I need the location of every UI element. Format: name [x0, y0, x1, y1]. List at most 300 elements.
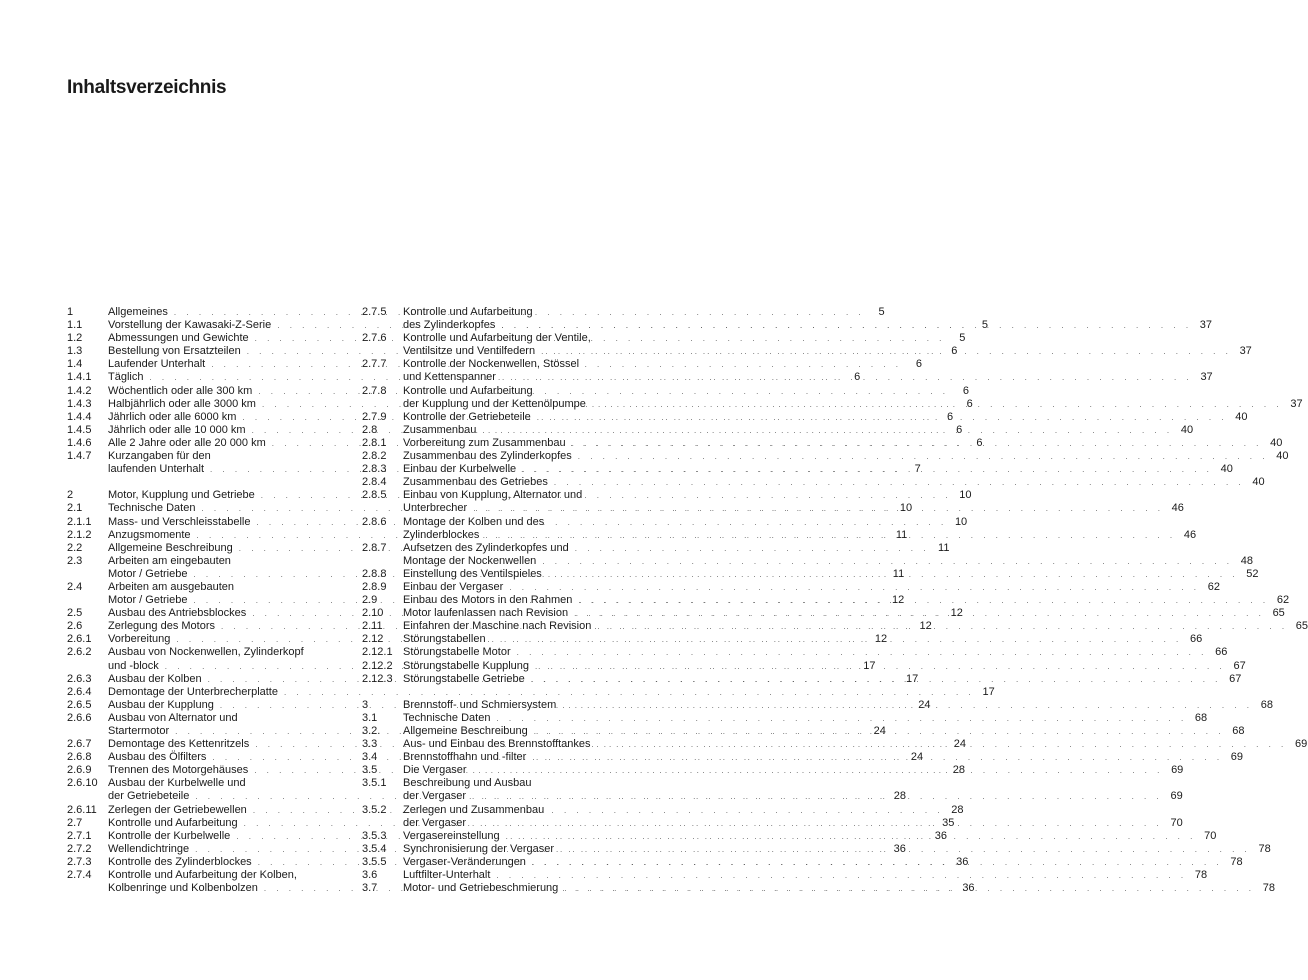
section-title-line	[403, 738, 1307, 751]
section-title-line	[403, 646, 1227, 659]
title-text: Motor / Getriebe	[108, 594, 188, 607]
section-title-line	[403, 463, 1233, 476]
title-text: Jährlich oder alle 6000 km	[108, 410, 237, 423]
dot-leader	[496, 869, 1187, 882]
title-text: Ausbau von Nockenwellen, Zylinderkopf	[108, 646, 304, 659]
toc-entry[interactable]	[362, 869, 1208, 882]
page-number: 6	[966, 397, 973, 410]
section-number: 2.8	[362, 423, 378, 436]
title-text: Zerlegen der Getriebewellen	[108, 803, 247, 816]
section-number: 2.12.2	[362, 659, 393, 672]
title-text: und Kettenspanner	[403, 371, 496, 384]
section-number: 2.8.1	[362, 436, 387, 449]
section-number: 2.3	[67, 554, 83, 567]
section-title-line	[403, 437, 1282, 450]
page-number: 78	[1262, 882, 1276, 895]
section-title-line	[403, 830, 1216, 843]
section-number: 1.4.1	[67, 371, 92, 384]
page-number: 69	[1171, 764, 1184, 777]
title-text: Ausbau des Ölfilters	[108, 751, 207, 764]
page-number: 70	[1170, 816, 1183, 829]
toc-entry[interactable]	[362, 450, 1289, 463]
title-text: Vergasereinstellung	[403, 829, 500, 842]
section-number: 2.7.4	[67, 869, 92, 882]
section-number: 2.8.8	[362, 567, 387, 580]
section-number: 2.4	[67, 580, 83, 593]
title-text: Laufender Unterhalt	[108, 358, 206, 371]
title-text: laufenden Unterhalt	[108, 463, 205, 476]
dot-leader	[496, 712, 1187, 725]
section-title	[403, 542, 1253, 568]
section-number: 2.2	[67, 541, 83, 554]
section-number: 2.6.5	[67, 698, 92, 711]
title-text: Wöchentlich oder alle 300 km	[108, 384, 253, 397]
dot-leader	[537, 411, 1228, 424]
page-number: 46	[1171, 502, 1184, 515]
title-text: Kontrolle und Aufarbeitung der Kolben,	[108, 869, 297, 882]
section-number: 2.6.7	[67, 738, 92, 751]
page-number: 10	[959, 489, 972, 502]
page-number: 40	[1270, 436, 1283, 449]
toc-entry[interactable]	[362, 423, 1194, 437]
section-number: 2.8.6	[362, 515, 387, 528]
page-number: 6	[947, 410, 954, 423]
section-title-line	[403, 502, 1184, 515]
section-title-line	[403, 581, 1220, 594]
section-title	[403, 489, 1184, 515]
title-text: Motor, Kupplung und Getriebe	[108, 489, 255, 502]
toc-entry[interactable]	[362, 332, 1252, 358]
page-number: 28	[893, 790, 907, 803]
section-title	[403, 411, 1248, 424]
section-title-line	[403, 516, 1196, 529]
section-title	[403, 712, 1207, 725]
section-title	[403, 594, 1289, 607]
section-number: 2.9	[362, 594, 378, 607]
title-text: Kolbenringe und Kolbenbolzen	[108, 882, 258, 895]
page-number: 69	[1170, 790, 1183, 803]
section-title-line	[403, 306, 1212, 319]
section-number: 2.8.5	[362, 489, 387, 502]
page-number: 17	[906, 672, 919, 685]
page-number: 12	[891, 594, 905, 607]
title-text: Vorbereitung	[108, 633, 171, 646]
title-text: Einbau der Vergaser	[403, 580, 504, 593]
section-number: 2.1.2	[67, 528, 92, 541]
section-number: 2.6	[67, 620, 83, 633]
dot-leader	[560, 843, 1251, 856]
title-text: Einfahren der Maschine nach Revision	[403, 620, 592, 633]
page-number: 6	[951, 345, 958, 358]
section-title-line	[403, 542, 1253, 555]
section-number: 3.5.1	[362, 777, 387, 790]
dot-leader	[501, 319, 1192, 332]
title-text: Anzugsmomente	[108, 528, 191, 541]
title-text: Täglich	[108, 371, 144, 384]
section-title-line	[403, 804, 1183, 817]
title-text: Zerlegung des Motors	[108, 620, 215, 633]
page-number: 6	[962, 384, 970, 397]
title-text: Zusammenbau des Zylinderkopfes	[403, 450, 572, 463]
section-number: 2.6.10	[67, 777, 98, 790]
section-title-line	[403, 568, 1259, 581]
title-text: Einbau der Kurbelwelle	[403, 463, 517, 476]
section-number: 2.6.4	[67, 685, 92, 698]
title-text: Technische Daten	[108, 502, 196, 515]
page-number: 7	[914, 463, 921, 476]
dot-leader	[485, 529, 1176, 542]
section-number: 2.1.1	[67, 515, 92, 528]
title-text: Ausbau der Kurbelwelle und	[108, 777, 246, 790]
section-title	[403, 646, 1227, 659]
page-number: 78	[1258, 842, 1271, 855]
page-number: 17	[863, 659, 876, 672]
section-number: 2.6.9	[67, 764, 92, 777]
page-number: 69	[1295, 738, 1308, 751]
dot-leader	[532, 751, 1223, 764]
section-number: 3.1	[362, 711, 378, 724]
title-text: Alle 2 Jahre oder alle 20 000 km	[108, 436, 266, 449]
section-number: 1.1	[67, 319, 83, 332]
section-title	[403, 751, 1243, 764]
section-number: 3.7	[362, 882, 378, 895]
page-number: 65	[1272, 607, 1285, 620]
dot-leader	[597, 738, 1288, 751]
title-text: Jährlich oder alle 10 000 km	[108, 423, 246, 436]
dot-leader	[472, 790, 1163, 803]
title-text: Ausbau des Antriebsblockes	[108, 607, 247, 620]
section-title	[403, 306, 1212, 332]
page-number: 69	[1230, 751, 1244, 764]
title-text: des Zylinderkopfes	[403, 319, 496, 332]
title-text: Aus- und Einbau des Brennstofftankes	[403, 738, 591, 751]
section-number: 2.12.3	[362, 672, 393, 685]
section-number: 2.6.6	[67, 711, 92, 724]
title-text: Beschreibung und Ausbau	[403, 777, 532, 790]
dot-leader	[506, 830, 1197, 843]
page-number: 66	[1215, 646, 1228, 659]
title-text: Einstellung des Ventilspieles	[403, 567, 542, 580]
title-text: Kurzangaben für den	[108, 450, 211, 463]
page-number: 68	[1232, 725, 1245, 737]
title-text: Kontrolle der Kurbelwelle	[108, 829, 231, 842]
section-title	[403, 332, 1252, 358]
page-number: 70	[1204, 829, 1217, 842]
title-text: Brennstoffhahn und -filter	[403, 751, 527, 764]
title-text: Zusammenbau	[403, 423, 477, 436]
page-number: 5	[878, 306, 885, 318]
page-number: 68	[1194, 711, 1208, 724]
section-title	[403, 699, 1273, 712]
title-text: Kontrolle des Zylinderblockes	[108, 855, 252, 868]
title-text: Ausbau der Kupplung	[108, 698, 214, 711]
page-number: 67	[1229, 672, 1242, 685]
section-title-line	[403, 594, 1289, 607]
dot-leader	[564, 882, 1255, 895]
toc-entry[interactable]	[362, 476, 1265, 489]
title-text: Allgemeine Beschreibung	[403, 725, 528, 737]
title-text: Kontrolle und Aufarbeitung	[108, 816, 238, 829]
title-text: Ventilsitze und Ventilfedern	[403, 345, 536, 358]
section-number: 2.8.3	[362, 463, 387, 476]
page-number: 6	[956, 423, 963, 436]
section-title-line	[403, 869, 1207, 882]
section-number: 2.7.9	[362, 410, 387, 423]
section-number: 2.6.8	[67, 751, 92, 764]
page-number: 12	[919, 620, 932, 633]
page-number: 6	[854, 371, 861, 384]
page-number: 36	[956, 855, 969, 868]
section-number: 2.7.2	[67, 842, 92, 855]
dot-leader	[578, 594, 1269, 607]
title-text: Die Vergaser	[403, 764, 467, 777]
page-number: 11	[938, 541, 950, 554]
toc-entry[interactable]	[362, 580, 1221, 594]
section-number: 3.5.5	[362, 855, 387, 868]
dot-leader	[531, 673, 1222, 686]
section-number: 3.5	[362, 764, 378, 777]
title-text: Demontage der Unterbrecherplatte	[108, 685, 278, 698]
section-title	[403, 385, 1303, 411]
section-title-line	[403, 398, 1303, 411]
title-text: Aufsetzen des Zylinderkopfes und	[403, 541, 569, 554]
section-title-line	[403, 332, 1252, 345]
dot-leader	[535, 660, 1226, 673]
title-text: Kontrolle und Aufarbeitung	[403, 384, 533, 397]
page-number: 40	[1235, 410, 1248, 423]
section-number: 1.4.7	[67, 450, 92, 463]
section-title	[403, 738, 1307, 751]
title-text: Ausbau der Kolben	[108, 672, 202, 685]
title-text: Einbau von Kupplung, Alternator und	[403, 489, 583, 502]
section-number: 3.5.4	[362, 842, 387, 855]
toc-entry[interactable]	[362, 410, 1248, 424]
toc-entry[interactable]	[362, 646, 1228, 659]
title-text: Zerlegen und Zusammenbau	[403, 803, 545, 816]
title-text: Vergaser-Veränderungen	[403, 855, 526, 868]
section-title-line	[403, 751, 1243, 764]
title-text: Vorbereitung zum Zusammenbau	[403, 436, 566, 449]
title-text: Störungstabelle Motor	[403, 646, 511, 659]
section-number: 2.12	[362, 633, 384, 646]
section-title	[403, 450, 1288, 463]
section-number: 1.4	[67, 358, 83, 371]
title-text: Zusammenbau des Getriebes	[403, 476, 548, 489]
title-text: Abmessungen und Gewichte	[108, 332, 249, 345]
section-number: 1.4.4	[67, 410, 92, 423]
title-text: Kontrolle der Getriebeteile	[403, 410, 531, 423]
toc-entry[interactable]	[362, 463, 1233, 476]
section-title-line	[403, 411, 1248, 424]
page-title: Inhaltsverzeichnis	[67, 76, 227, 98]
toc-entry[interactable]	[362, 633, 1203, 646]
section-number: 1.3	[67, 345, 83, 358]
section-number: 1.4.2	[67, 384, 92, 397]
section-title	[403, 830, 1216, 843]
section-number: 2.6.3	[67, 672, 92, 685]
section-number: 1.4.3	[67, 397, 92, 410]
page-number: 78	[1194, 869, 1208, 882]
section-title-line	[403, 555, 1253, 568]
page-number: 68	[1260, 698, 1273, 711]
section-number: 2.10	[362, 607, 384, 620]
page-number: 52	[1246, 567, 1259, 580]
toc-entry[interactable]	[362, 358, 1213, 384]
section-title	[403, 476, 1265, 489]
section-number: 2.8.4	[362, 476, 387, 489]
section-title-line	[403, 843, 1271, 856]
section-title	[403, 620, 1308, 633]
section-number: 3.6	[362, 869, 378, 882]
section-number: 2.7.7	[362, 358, 387, 371]
section-number: 2.7.6	[362, 332, 387, 345]
dot-leader	[542, 555, 1233, 568]
section-title-line	[403, 424, 1193, 437]
title-text: Wellendichtringe	[108, 842, 190, 855]
page-number: 24	[910, 751, 924, 764]
section-title-line	[403, 712, 1207, 725]
title-text: der Getriebeteile	[108, 790, 190, 803]
section-number: 2.5	[67, 607, 83, 620]
section-number: 2.7.3	[67, 855, 92, 868]
page-number: 62	[1276, 594, 1290, 607]
title-text: Allgemeines	[108, 306, 168, 318]
page-number: 35	[942, 816, 955, 829]
page-number: 40	[1220, 463, 1233, 476]
title-text: der Vergaser	[403, 816, 466, 829]
section-number: 2.7.8	[362, 384, 387, 397]
section-number: 1.2	[67, 332, 83, 345]
toc-entry[interactable]	[362, 384, 1303, 411]
dot-leader	[482, 424, 1173, 437]
dot-leader	[578, 450, 1269, 463]
page-number: 40	[1276, 450, 1289, 463]
section-title	[403, 804, 1183, 830]
dot-leader	[562, 699, 1253, 712]
title-text: Montage der Kolben und des	[403, 515, 545, 528]
page-number: 28	[951, 803, 964, 816]
section-title-line	[403, 607, 1285, 620]
dot-leader	[472, 817, 1163, 830]
section-title	[403, 424, 1193, 437]
dot-leader	[554, 476, 1245, 489]
page-number: 78	[1230, 855, 1243, 868]
section-number: 1	[67, 306, 74, 318]
page-number: 46	[1183, 528, 1197, 541]
section-number: 3.5.2	[362, 803, 387, 816]
section-number: 3.2.	[362, 725, 381, 737]
section-title	[403, 777, 1183, 803]
dot-leader	[572, 437, 1263, 450]
title-text: Kontrolle der Nockenwellen, Stössel	[403, 358, 580, 371]
title-text: Motor / Getriebe	[108, 567, 188, 580]
page-number: 65	[1295, 620, 1308, 633]
section-title-line	[403, 817, 1183, 830]
section-title-line	[403, 476, 1265, 489]
section-title	[403, 869, 1207, 882]
page-number: 62	[1207, 580, 1221, 593]
page-number: 11	[895, 528, 908, 541]
title-text: Motor laufenlassen nach Revision	[403, 607, 569, 620]
section-title	[403, 568, 1259, 581]
title-text: Montage der Nockenwellen	[403, 554, 537, 567]
title-text: der Vergaser	[403, 790, 466, 803]
title-text: Arbeiten am eingebauten	[108, 554, 231, 567]
title-text: und -block	[108, 659, 159, 672]
title-text: Mass- und Verschleisstabelle	[108, 515, 251, 528]
title-text: der Kupplung und der Kettenölpumpe	[403, 397, 586, 410]
page-number: 48	[1240, 554, 1254, 567]
title-text: Luftfilter-Unterhalt	[403, 869, 491, 882]
page-number: 6	[976, 436, 983, 449]
section-number: 2.6.2	[67, 646, 92, 659]
dot-leader	[592, 398, 1283, 411]
section-title-line	[403, 345, 1252, 358]
dot-leader	[517, 646, 1208, 659]
page-number: 24	[953, 738, 966, 751]
title-text: Unterbrecher	[403, 502, 468, 515]
section-title	[403, 633, 1202, 646]
title-text: Kontrolle und Aufarbeitung	[403, 306, 533, 318]
section-number: 2.1	[67, 502, 83, 515]
title-text: Zylinderblockes	[403, 528, 480, 541]
section-title-line	[403, 385, 1303, 398]
section-title	[403, 764, 1183, 777]
section-title-line	[403, 633, 1202, 646]
section-title	[403, 516, 1196, 542]
section-title-line	[403, 450, 1288, 463]
section-number: 3	[362, 698, 369, 711]
dot-leader	[548, 568, 1239, 581]
title-text: Demontage des Kettenritzels	[108, 738, 250, 751]
section-title-line	[403, 319, 1212, 332]
section-title-line	[403, 777, 1183, 790]
title-text: Störungstabelle Kupplung	[403, 659, 529, 672]
page-number: 10	[899, 502, 913, 515]
toc-entry[interactable]	[362, 436, 1283, 450]
title-text: Einbau des Motors in den Rahmen	[403, 594, 573, 607]
dot-leader	[574, 607, 1265, 620]
section-title-line	[403, 371, 1213, 384]
title-text: Störungstabelle Getriebe	[403, 672, 525, 685]
section-title	[403, 725, 1244, 738]
section-title-line	[403, 529, 1196, 542]
title-text: Störungstabellen	[403, 633, 486, 646]
page-number: 36	[893, 842, 906, 855]
section-number: 2.7.5	[362, 306, 387, 318]
section-title	[403, 856, 1243, 869]
title-text: Halbjährlich oder alle 3000 km	[108, 397, 256, 410]
toc-entry[interactable]	[67, 685, 995, 699]
title-text: Arbeiten am ausgebauten	[108, 580, 234, 593]
section-title-line	[403, 673, 1241, 686]
page-number: 37	[1239, 345, 1252, 358]
title-text: Synchronisierung der Vergaser	[403, 842, 555, 855]
toc-entry[interactable]	[362, 306, 1213, 332]
page-number: 17	[982, 685, 995, 698]
dot-leader	[534, 725, 1225, 738]
page-number: 6	[915, 358, 922, 371]
section-title-line	[403, 764, 1183, 777]
page-number: 36	[962, 882, 975, 895]
section-title	[403, 882, 1275, 895]
section-number: 2.6.11	[67, 803, 97, 816]
section-title	[403, 358, 1213, 384]
toc-entry[interactable]	[362, 711, 1208, 725]
section-number: 2.11	[362, 620, 383, 633]
section-title	[403, 581, 1220, 594]
section-number: 3.3	[362, 738, 378, 751]
